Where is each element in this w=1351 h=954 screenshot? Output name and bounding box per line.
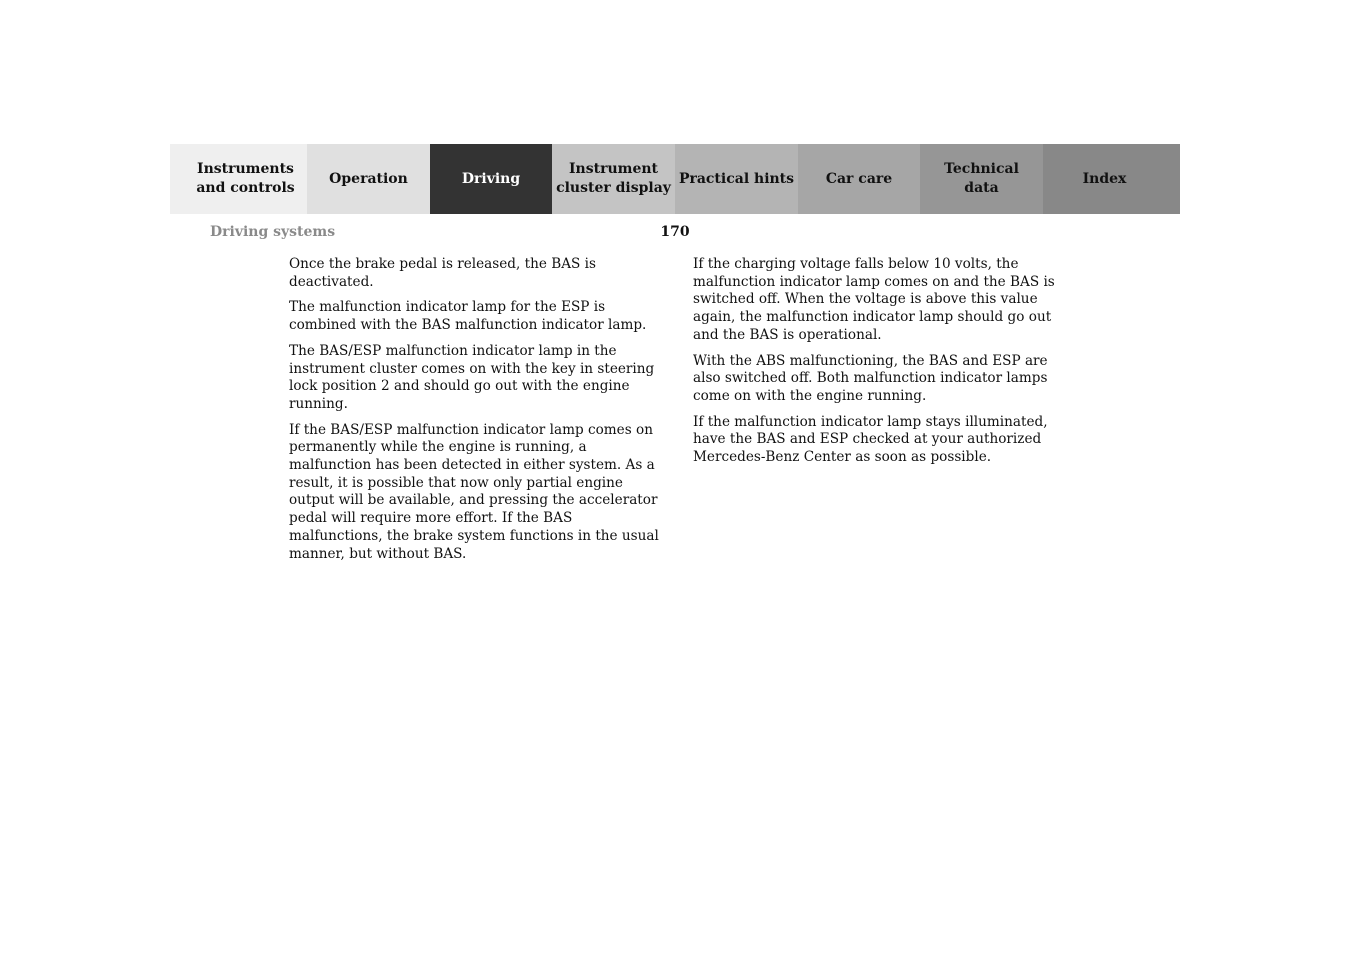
tab-index[interactable]: Index xyxy=(1043,144,1180,214)
left-text-column xyxy=(289,256,661,571)
tab-practical-hints[interactable]: Practical hints xyxy=(675,144,798,214)
tab-driving[interactable]: Driving xyxy=(430,144,552,214)
paragraph: If the malfunction indicator lamp stays illuminated, have the BAS and ESP checked at your authorized Mercedes-Benz Center as soon as possible. xyxy=(693,413,1048,466)
page-number: 170 xyxy=(660,224,690,240)
tab-technical-data[interactable]: Technical data xyxy=(920,144,1043,214)
section-tab-bar xyxy=(170,144,1180,214)
paragraph: Once the brake pedal is released, the BAS is deactivated. xyxy=(289,256,596,290)
paragraph: The BAS/ESP malfunction indicator lamp in the instrument cluster comes on with the key in steering lock position 2 and should go out with the engine running. xyxy=(289,342,655,412)
tab-instrument-cluster-display[interactable]: Instrument cluster display xyxy=(552,144,675,214)
tab-car-care[interactable]: Car care xyxy=(798,144,920,214)
paragraph: The malfunction indicator lamp for the ESP is combined with the BAS malfunction indicator lamp. xyxy=(289,299,647,334)
paragraph: With the ABS malfunctioning, the BAS and ESP are also switched off. Both malfunction indicator lamps come on with the engine running. xyxy=(693,352,1048,404)
paragraph: If the charging voltage falls below 10 volts, the malfunction indicator lamp comes on and the BAS is switched off. When the voltage is above this value again, the malfunction indicator lamp should go out and the BAS is operational. xyxy=(693,256,1055,343)
tab-operation[interactable]: Operation xyxy=(307,144,430,214)
section-title: Driving systems xyxy=(210,224,336,240)
right-text-column xyxy=(693,256,1065,475)
tab-instruments-and-controls[interactable]: Instruments and controls xyxy=(170,144,307,214)
paragraph: If the BAS/ESP malfunction indicator lamp comes on permanently while the engine is running, a malfunction has been detected in either system. As a result, it is possible that now only partial engine output will be available, and pressing the accelerator pedal will require more effort. If the BAS malfunctions, the brake system functions in the usual manner, but without BAS. xyxy=(289,421,659,562)
